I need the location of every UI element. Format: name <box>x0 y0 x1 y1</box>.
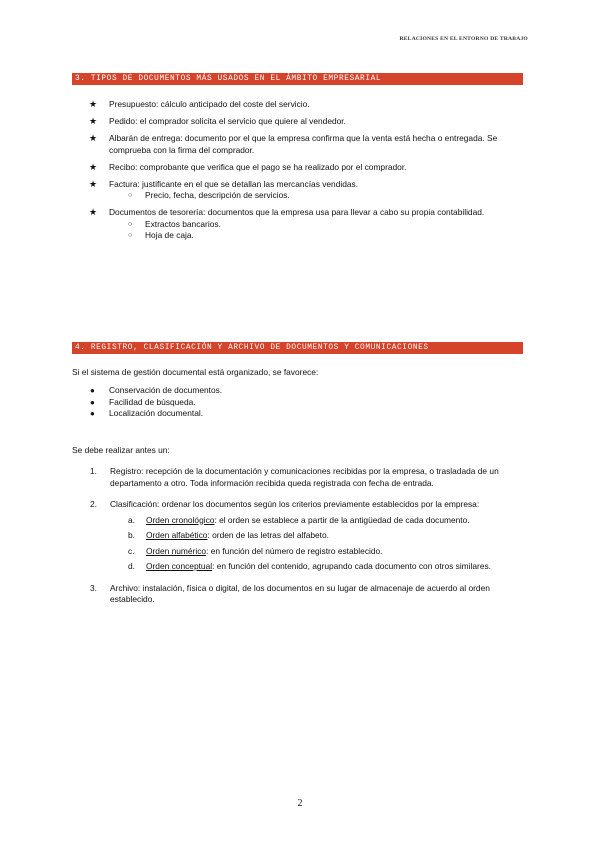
item-letter: b. <box>128 530 135 540</box>
section-3-heading: 3. TIPOS DE DOCUMENTOS MÁS USADOS EN EL ÁMBITO EMPRESARIAL <box>72 73 523 85</box>
dot-bullet-icon: ● <box>90 397 95 407</box>
list-item-text: Recibo: comprobante que verifica que el pago se ha realizado por el comprador. <box>109 161 407 172</box>
sub-list-item-text: Extractos bancarios. <box>145 218 221 229</box>
order-types-list <box>128 515 530 573</box>
order-description: : orden de las letras del alfabeto. <box>207 530 329 540</box>
order-description: : en función del contenido, agrupando cada documento con otros similares. <box>212 561 492 571</box>
sub-list-item <box>128 515 530 527</box>
star-bullet-icon: ★ <box>89 207 98 217</box>
list-item-text: Albarán de entrega: documento por el que la empresa confirma que la venta está hecha o entregada. Se comprueba con la firma del comprador. <box>109 133 498 155</box>
step-number: 1. <box>90 466 97 476</box>
item-letter: a. <box>128 514 135 525</box>
list-item <box>90 466 530 489</box>
list-item-text: Pedido: el comprador solicita el servicio que quiere al vendedor. <box>109 116 346 126</box>
list-item-text: Facilidad de búsqueda. <box>109 396 196 407</box>
order-description: : el orden se establece a partir de la antigüedad de cada documento. <box>214 514 470 525</box>
sub-list-item <box>128 546 530 558</box>
sub-list-item-text: Hoja de caja. <box>145 230 194 240</box>
circle-bullet-icon: ○ <box>128 232 133 239</box>
list-item-text: Factura: justificante en el que se detallan las mercancías vendidas. <box>109 178 359 189</box>
step-number: 3. <box>90 582 97 593</box>
star-bullet-icon: ★ <box>89 99 98 109</box>
section-4-intro: Si el sistema de gestión documental está organizado, se favorece: <box>72 367 319 377</box>
before-text: Se debe realizar antes un: <box>72 445 170 455</box>
list-item <box>89 99 529 111</box>
order-term: Orden conceptual <box>146 561 213 571</box>
list-item-text: Archivo: instalación, física o digital, de los documentos en su lugar de almacenaje de acuerdo al orden establecido. <box>110 582 490 604</box>
star-bullet-icon: ★ <box>89 161 98 172</box>
list-item <box>89 162 529 174</box>
star-bullet-icon: ★ <box>89 116 98 126</box>
star-bullet-icon: ★ <box>89 178 98 189</box>
order-description: : en función del número de registro establecido. <box>206 545 383 556</box>
sub-list-item <box>128 230 529 242</box>
list-item <box>89 116 529 128</box>
order-term: Orden numérico <box>146 545 207 556</box>
order-term: Orden cronológico <box>146 514 215 525</box>
circle-bullet-icon: ○ <box>128 192 133 199</box>
sub-list-item <box>128 190 529 202</box>
list-item-text: Registro: recepción de la documentación y comunicaciones recibidas por la empresa, o trasladada de un departamento a otro. Toda información recibida queda registrada con fecha de entrada. <box>110 466 499 488</box>
list-item <box>90 397 222 409</box>
list-item-text: Localización documental. <box>109 408 204 418</box>
running-header: RELACIONES EN EL ENTORNO DE TRABAJO <box>399 36 528 42</box>
list-item <box>89 207 529 242</box>
step-number: 2. <box>90 499 97 509</box>
list-item <box>89 179 529 202</box>
list-item-text: Presupuesto: cálculo anticipado del coste del servicio. <box>109 99 310 109</box>
dot-bullet-icon: ● <box>90 409 95 418</box>
list-item-text: Conservación de documentos. <box>109 385 223 395</box>
item-letter: d. <box>128 561 135 571</box>
list-item-text: Clasificación: ordenar los documentos según los criterios previamente establecidos por la empresa: <box>110 499 480 509</box>
list-item <box>89 133 529 156</box>
list-item <box>90 385 222 397</box>
document-types-list <box>89 99 529 247</box>
dot-bullet-icon: ● <box>90 386 95 395</box>
circle-bullet-icon: ○ <box>128 220 133 228</box>
star-bullet-icon: ★ <box>89 133 98 143</box>
list-item-text: Documentos de tesorería: documentos que la empresa usa para llevar a cabo su propia contabilidad. <box>109 207 485 217</box>
sub-list-item-text: Precio, fecha, descripción de servicios. <box>145 190 290 200</box>
list-item <box>90 499 530 573</box>
sub-list-item <box>128 219 529 231</box>
sub-list-item <box>128 561 530 573</box>
sub-list-item <box>128 530 530 542</box>
section-4-heading: 4. REGISTRO, CLASIFICACIÓN Y ARCHIVO DE DOCUMENTOS Y COMUNICACIONES <box>72 342 523 354</box>
list-item <box>90 408 222 420</box>
page-number: 2 <box>297 798 303 809</box>
sub-list <box>128 190 529 202</box>
item-letter: c. <box>128 545 135 556</box>
benefits-list <box>90 385 222 420</box>
sub-list <box>128 219 529 242</box>
order-term: Orden alfabético <box>146 530 208 540</box>
process-steps-list <box>90 466 530 616</box>
list-item <box>90 583 530 606</box>
